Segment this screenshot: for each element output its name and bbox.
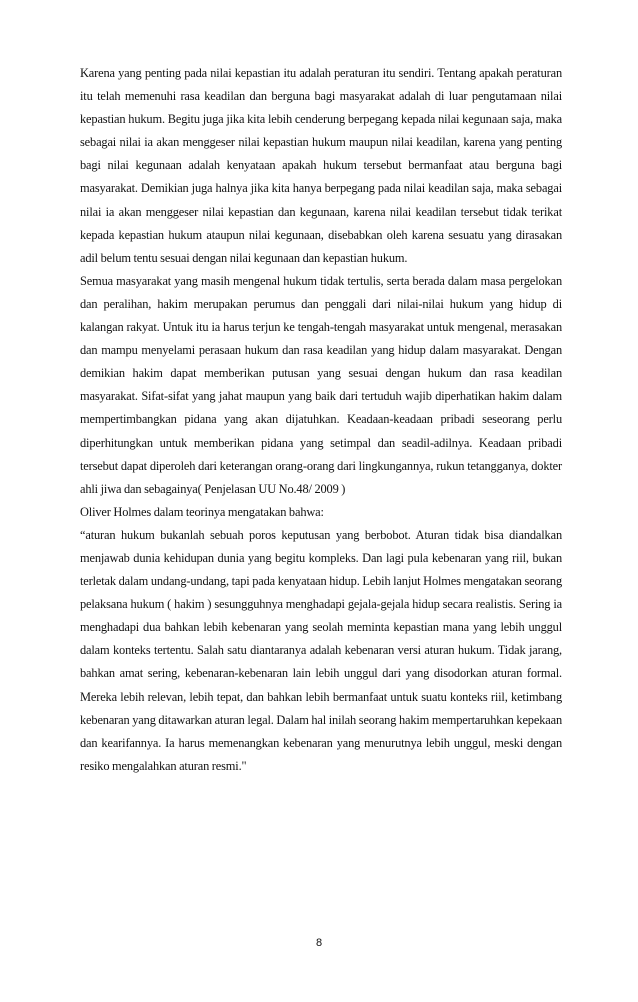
paragraph-masyarakat-hakim: Semua masyarakat yang masih mengenal hukum tidak tertulis, serta berada dalam masa pergelokan dan peralihan, hakim merupakan perumus dan penggali dari nilai-nilai hukum yang hidup di kalangan rakyat. Untuk itu ia harus terjun ke tengah-tengah masyarakat untuk mengenal, merasakan dan mampu menyelami perasaan hukum dan rasa keadilan yang hidup dalam masyarakat. Dengan demikian hakim dapat memberikan putusan yang sesuai dengan hukum dan rasa keadilan masyarakat. Sifat-sifat yang jahat maupun yang baik dari tertuduh wajib diperhatikan hakim dalam mempertimbangkan pidana yang akan dijatuhkan. Keadaan-keadaan pribadi seseorang perlu diperhitungkan untuk memberikan pidana yang setimpal dan seadil-adilnya. Keadaan pribadi tersebut dapat diperoleh dari keterangan orang-orang dari lingkungannya, rukun tetangganya, dokter ahli jiwa dan sebagainya( Penjelasan UU No.48/ 2009 ) xyxy=(80,273,562,496)
paragraph-holmes-intro: Oliver Holmes dalam teorinya mengatakan bahwa: xyxy=(80,504,324,519)
paragraph-kepastian-hukum: Karena yang penting pada nilai kepastian itu adalah peraturan itu sendiri. Tentang apakah peraturan itu telah memenuhi rasa keadilan dan berguna bagi masyarakat adalah di luar pengutamaan nilai kepastian hukum. Begitu juga jika kita lebih cenderung berpegang kepada nilai kegunaan saja, maka sebagai nilai ia akan menggeser nilai kepastian hukum maupun nilai keadilan, karena yang penting bagi nilai kegunaan adalah kenyataan apakah hukum tersebut bermanfaat atau berguna bagi masyarakat. Demikian juga halnya jika kita hanya berpegang pada nilai keadilan saja, maka sebagai nilai ia akan menggeser nilai kepastian dan kegunaan, karena nilai keadilan tersebut tidak terikat kepada kepastian hukum ataupun nilai kegunaan, disebabkan oleh karena sesuatu yang dirasakan adil belum tentu sesuai dengan nilai kegunaan dan kepastian hukum. xyxy=(80,66,562,265)
document-body xyxy=(80,62,562,778)
page-number: 8 xyxy=(315,937,323,949)
paragraph-holmes-quote: “aturan hukum bukanlah sebuah poros keputusan yang berbobot. Aturan tidak bisa diandalkan menjawab dunia kehidupan dunia yang begitu kompleks. Dan lagi pula kebenaran yang riil, bukan terletak dalam undang-undang, tapi pada kenyataan hidup. Lebih lanjut Holmes mengatakan seorang pelaksana hukum ( hakim ) sesungguhnya menghadapi gejala-gejala hidup secara realistis. Sering ia menghadapi dua bahkan lebih kebenaran yang seolah meminta kepastian mana yang lebih unggul dalam konteks tertentu. Salah satu diantaranya adalah kebenaran versi aturan hukum. Tidak jarang, bahkan amat sering, kebenaran-kebenaran lain lebih unggul dari yang disodorkan aturan formal. Mereka lebih relevan, lebih tepat, dan bahkan lebih bermanfaat untuk suatu konteks riil, ketimbang kebenaran yang ditawarkan aturan legal. Dalam hal inilah seorang hakim mempertaruhkan kepekaan dan kearifannya. Ia harus memenangkan kebenaran yang menurutnya lebih unggul, meski dengan resiko mengalahkan aturan resmi." xyxy=(80,527,562,773)
